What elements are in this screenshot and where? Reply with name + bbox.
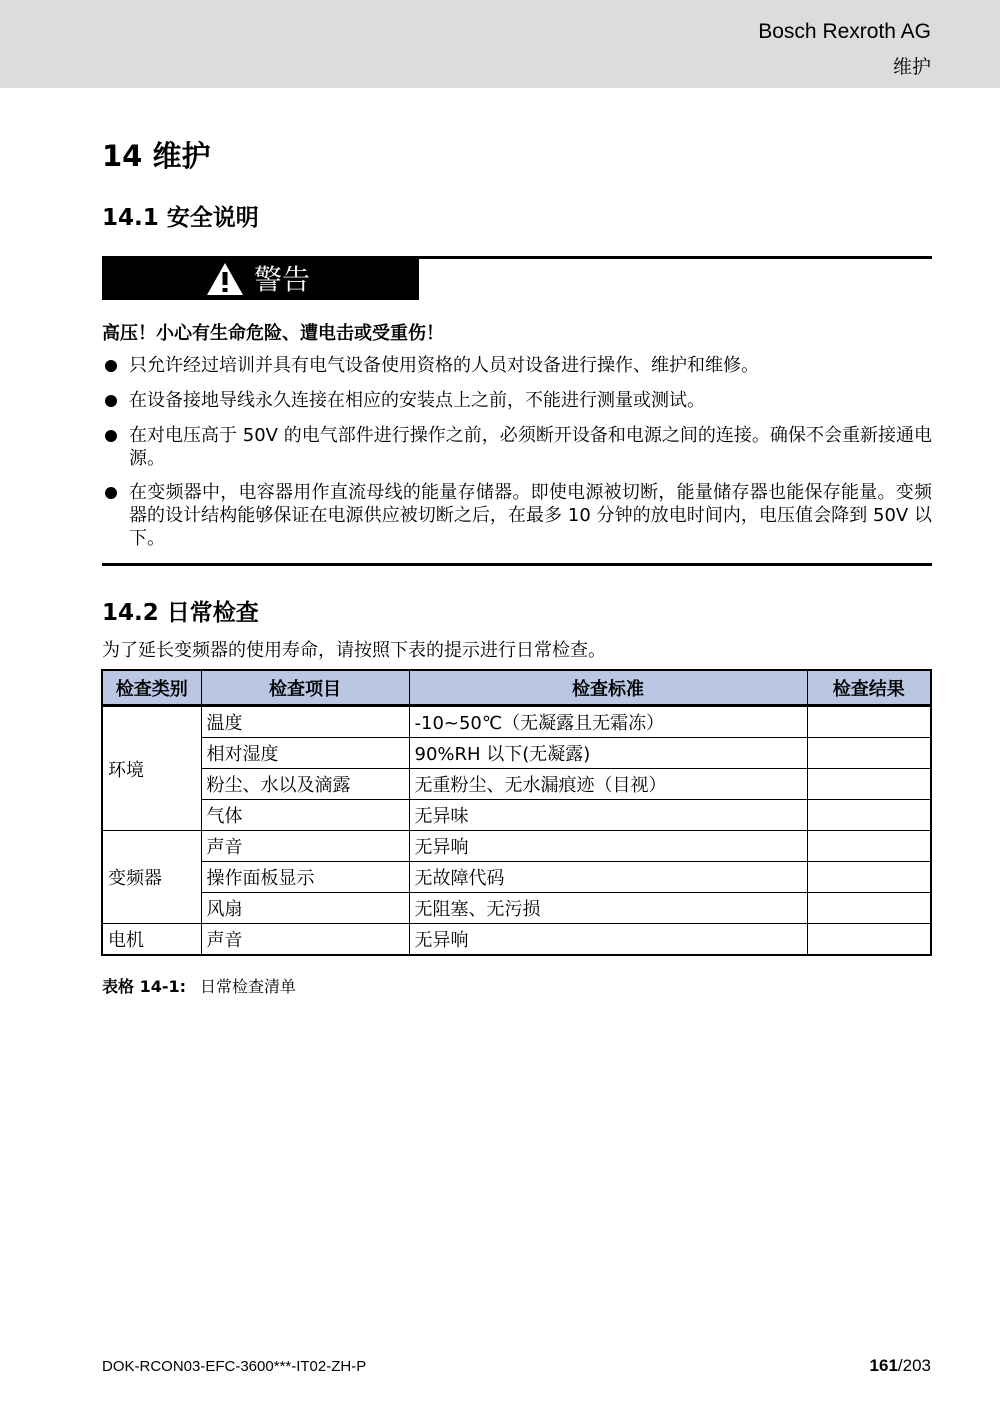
section-intro: 为了延长变频器的使用寿命，请按照下表的提示进行日常检查。 [102,640,606,661]
section-title-daily-check: 14.2 日常检查 [102,600,259,626]
table-row [102,924,931,956]
standard-cell: 无重粉尘、无水漏痕迹（目视） [409,769,807,800]
item-cell: 相对湿度 [201,738,409,769]
item-cell: 粉尘、水以及滴露 [201,769,409,800]
item-cell: 气体 [201,800,409,831]
category-cell: 环境 [102,706,201,831]
standard-cell: 90%RH 以下(无凝露) [409,738,807,769]
bullet-icon [105,395,117,407]
table-header-row [102,670,931,706]
company-name: Bosch Rexroth AG [758,20,931,43]
page-number [870,1356,931,1376]
bullet-icon [105,487,117,499]
result-cell [807,924,931,956]
chapter-title: 14 维护 [102,139,211,173]
result-cell [807,706,931,738]
bullet-icon [105,430,117,442]
table-row [102,769,931,800]
item-cell: 声音 [201,924,409,956]
warning-item [102,424,932,470]
standard-cell: 无故障代码 [409,862,807,893]
caption-text: 日常检查清单 [200,977,297,996]
header-standard: 检查标准 [409,670,807,706]
warning-triangle-icon [205,261,245,297]
warning-title: 高压！小心有生命危险、遭电击或受重伤！ [102,323,444,344]
result-cell [807,893,931,924]
category-cell: 电机 [102,924,201,956]
standard-cell: 无异响 [409,924,807,956]
warning-item-text: 在变频器中，电容器用作直流母线的能量存储器。即使电源被切断，能量储存器也能保存能量。变频器的设计结构能够保证在电源供应被切断之后，在最多 10 分钟的放电时间内，电压值会降到 50V 以下。 [129,482,932,549]
page-total: /203 [897,1356,931,1375]
caption-label: 表格 14-1: [102,977,187,996]
warning-item [102,354,932,377]
table-row [102,738,931,769]
category-cell: 变频器 [102,831,201,924]
table-row [102,706,931,738]
warning-item-text: 在设备接地导线永久连接在相应的安装点上之前，不能进行测量或测试。 [129,390,705,411]
section-title-safety: 14.1 安全说明 [102,205,259,231]
bullet-icon [105,360,117,372]
result-cell [807,800,931,831]
warning-item-text: 只允许经过培训并具有电气设备使用资格的人员对设备进行操作、维护和维修。 [129,355,759,376]
header-band [0,0,1000,88]
warning-banner [102,256,419,300]
table-row [102,800,931,831]
item-cell: 声音 [201,831,409,862]
table-row [102,862,931,893]
header-item: 检查项目 [201,670,409,706]
header-section: 维护 [892,56,931,78]
header-category: 检查类别 [102,670,201,706]
item-cell: 风扇 [201,893,409,924]
header-result: 检查结果 [807,670,931,706]
standard-cell: 无异响 [409,831,807,862]
standard-cell: -10~50℃（无凝露且无霜冻） [409,706,807,738]
document-id: DOK-RCON03-EFC-3600***-IT02-ZH-P [102,1358,367,1375]
result-cell [807,862,931,893]
table-caption [102,974,296,997]
page-current: 161 [869,1356,898,1375]
result-cell [807,769,931,800]
standard-cell: 无阻塞、无污损 [409,893,807,924]
item-cell: 温度 [201,706,409,738]
daily-check-table [101,669,932,956]
warning-item [102,389,932,412]
standard-cell: 无异味 [409,800,807,831]
item-cell: 操作面板显示 [201,862,409,893]
table-row [102,893,931,924]
warning-item-text: 在对电压高于 50V 的电气部件进行操作之前，必须断开设备和电源之间的连接。确保不会重新接通电源。 [129,425,932,469]
warning-item [102,481,932,550]
warning-bottom-rule [102,563,932,566]
table-row [102,831,931,862]
result-cell [807,738,931,769]
result-cell [807,831,931,862]
warning-label: 警告 [254,263,311,296]
